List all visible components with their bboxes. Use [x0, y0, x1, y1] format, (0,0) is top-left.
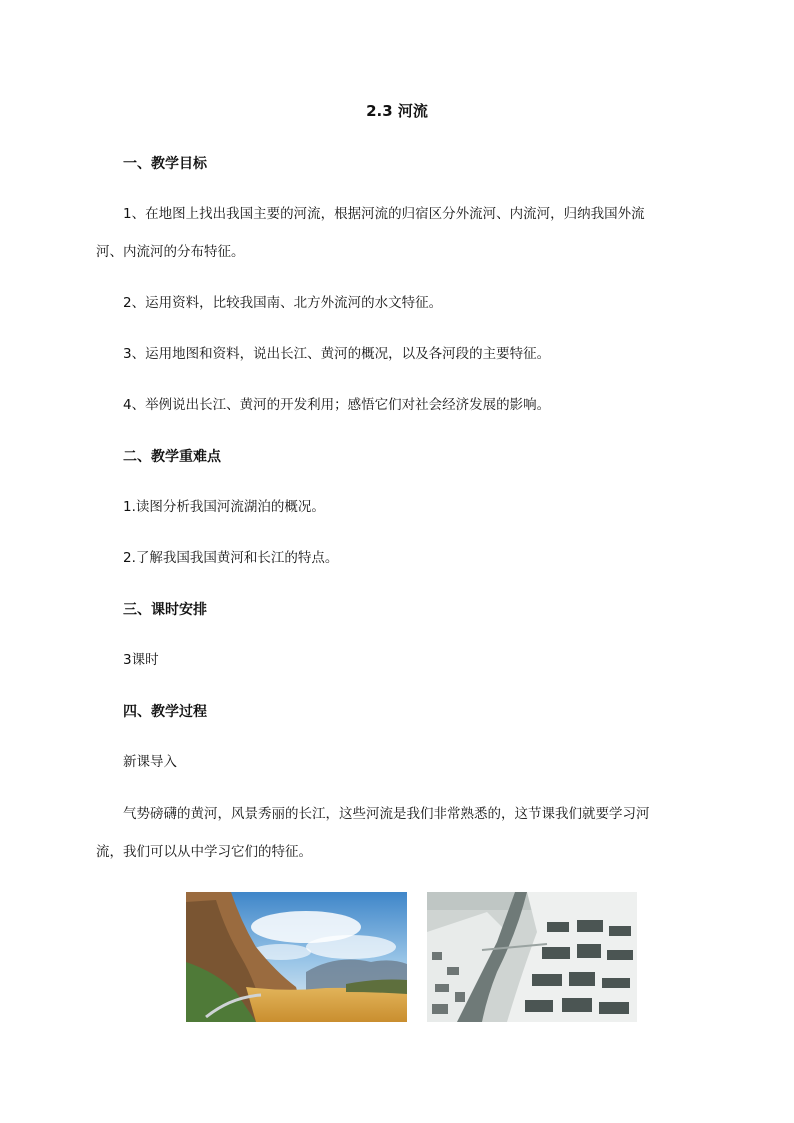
snow-river-photo — [427, 892, 637, 1022]
snow-river-image — [427, 892, 637, 1022]
key-point-2: 2.了解我国我国黄河和长江的特点。 — [123, 550, 339, 566]
schedule-value: 3课时 — [123, 652, 159, 668]
goal-item-2: 2、运用资料，比较我国南、北方外流河的水文特征。 — [123, 295, 443, 311]
goal-item-1-line-1: 1、在地图上找出我国主要的河流，根据河流的归宿区分外流河、内流河，归纳我国外流 — [123, 206, 645, 222]
heading-process: 四、教学过程 — [123, 704, 207, 720]
goal-item-1-line-2: 河、内流河的分布特征。 — [96, 244, 245, 260]
yellow-river-image — [186, 892, 407, 1022]
goal-item-4: 4、举例说出长江、黄河的开发利用；感悟它们对社会经济发展的影响。 — [123, 397, 551, 413]
yellow-river-photo — [186, 892, 407, 1022]
intro-label: 新课导入 — [123, 754, 177, 770]
intro-line-2: 流，我们可以从中学习它们的特征。 — [96, 844, 312, 860]
page-title: 2.3 河流 — [366, 102, 428, 120]
intro-line-1: 气势磅礴的黄河，风景秀丽的长江，这些河流是我们非常熟悉的，这节课我们就要学习河 — [123, 806, 650, 822]
heading-schedule: 三、课时安排 — [123, 602, 207, 618]
heading-key-points: 二、教学重难点 — [123, 449, 221, 465]
goal-item-3: 3、运用地图和资料，说出长江、黄河的概况，以及各河段的主要特征。 — [123, 346, 551, 362]
key-point-1: 1.读图分析我国河流湖泊的概况。 — [123, 499, 325, 515]
heading-goals: 一、教学目标 — [123, 156, 207, 172]
